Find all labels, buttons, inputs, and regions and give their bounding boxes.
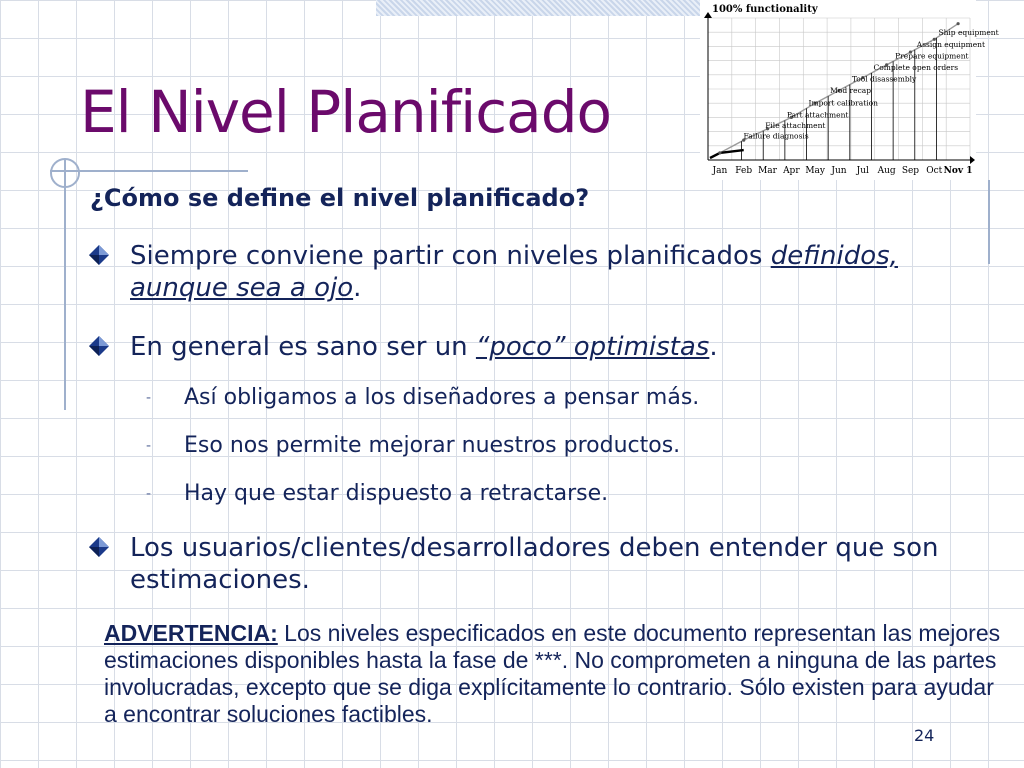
decorative-line-v-right xyxy=(988,180,990,264)
chart-title: 100% functionality xyxy=(712,4,818,15)
chart-tick-label: Feb xyxy=(735,166,753,176)
chart-y-arrow xyxy=(704,12,712,18)
bullet-2 xyxy=(88,331,948,363)
chart-annotations xyxy=(742,28,999,160)
chart-tick-label: Oct xyxy=(926,166,943,176)
warning-text: Los niveles especificados en este documento representan las mejores estimaciones disponibles hasta la fase de ***. No comprometen a ninguna de las partes involucradas, excepto que se diga explícitamente lo contrario. Sólo existen para ayudar a encontrar soluciones factibles. xyxy=(104,620,1001,727)
bullet-2-emphasis: “poco” optimistas xyxy=(475,332,710,362)
decorative-circle xyxy=(50,158,80,188)
chart-tick-label: Jan xyxy=(712,166,728,176)
chart-annotation: Part attachment xyxy=(786,110,849,120)
dash-bullet-icon: - xyxy=(146,438,152,454)
diamond-bullet-icon xyxy=(88,335,110,357)
chart-point xyxy=(956,22,959,25)
bullet-1 xyxy=(88,240,948,304)
chart-annotation: Import calibration xyxy=(808,98,878,108)
chart-annotation: File attachment xyxy=(765,120,826,130)
chart-annotation: Failure diagnosis xyxy=(743,131,809,141)
chart-annotation: Mod recap xyxy=(830,86,872,96)
bullet-3 xyxy=(88,532,948,596)
chart-tick-label: Mar xyxy=(758,166,777,176)
dash-bullet-icon: - xyxy=(146,390,152,406)
chart-tick-label: Aug xyxy=(877,166,896,176)
sub-item-3: - Hay que estar dispuesto a retractarse. xyxy=(146,481,609,506)
chart-annotation: Assign equipment xyxy=(916,39,985,49)
bullet-1-emphasis: definidos, aunque sea a ojo xyxy=(130,241,898,303)
page-number: 24 xyxy=(914,726,935,745)
bullet-1-text: Siempre conviene partir con niveles planificados xyxy=(130,241,771,271)
bullet-2-end: . xyxy=(709,332,718,362)
diamond-bullet-icon xyxy=(88,244,110,266)
functionality-chart xyxy=(700,0,999,180)
chart-tick-label: Sep xyxy=(901,166,920,176)
bullet-3-text: Los usuarios/clientes/desarrolladores deben entender que son estimaciones. xyxy=(130,533,939,595)
diamond-bullet-icon xyxy=(88,536,110,558)
warning-note xyxy=(104,620,1004,728)
slide-title: El Nivel Planificado xyxy=(80,78,612,146)
chart-x-ticks xyxy=(712,166,973,176)
chart-point xyxy=(718,151,721,154)
chart-tick-label: Jun xyxy=(831,166,847,176)
sub-item-1: - Así obligamos a los diseñadores a pensar más. xyxy=(146,385,700,410)
decorative-band xyxy=(376,0,701,16)
decorative-line-v xyxy=(64,160,66,410)
chart-tick-label: Apr xyxy=(783,166,800,176)
slide-question: ¿Cómo se define el nivel planificado? xyxy=(90,184,590,212)
chart-annotation: Tool disassembly xyxy=(851,74,917,84)
chart-x-arrow xyxy=(970,156,975,164)
chart-tick-label: Nov 1 xyxy=(943,166,973,176)
chart-annotation: Ship equipment xyxy=(938,27,999,37)
chart-progress-line xyxy=(710,150,744,158)
chart-annotation: Prepare equipment xyxy=(895,51,969,61)
sub-item-2: - Eso nos permite mejorar nuestros productos. xyxy=(146,433,681,458)
bullet-2-text: En general es sano ser un xyxy=(130,332,476,362)
chart-tick-label: Jul xyxy=(856,166,869,176)
chart-annotation: Complete open orders xyxy=(873,62,959,72)
warning-label: ADVERTENCIA: xyxy=(104,620,278,646)
dash-bullet-icon: - xyxy=(146,486,152,502)
bullet-1-end: . xyxy=(353,273,362,303)
chart-tick-label: May xyxy=(805,166,826,176)
